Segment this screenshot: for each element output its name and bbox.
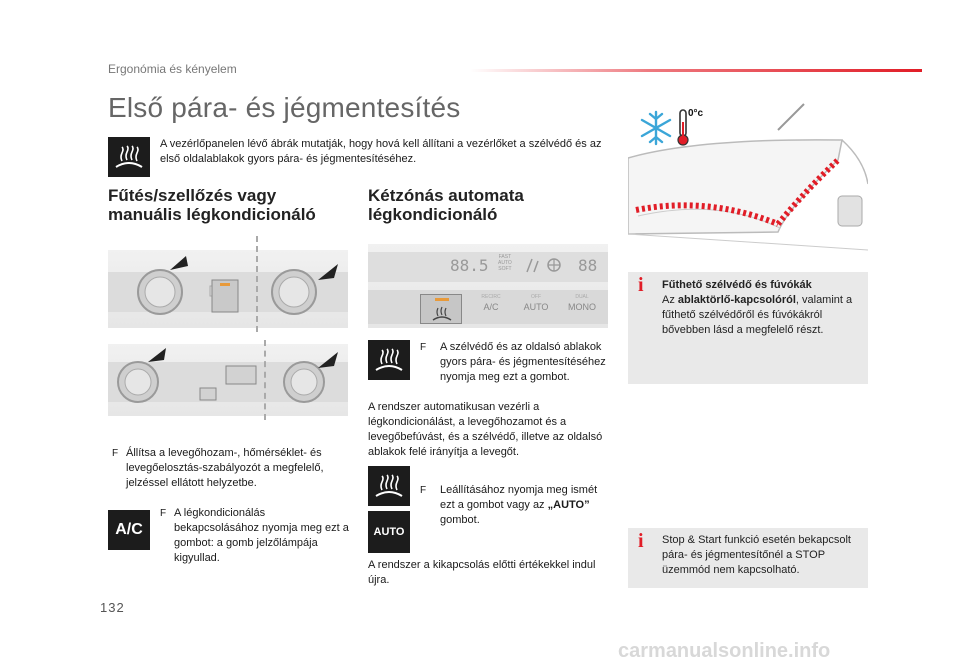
- snowflake-icon: [642, 112, 670, 144]
- defrost-button-illustration: [420, 294, 462, 324]
- defrost-icon-box-3: [368, 466, 410, 506]
- defrost-icon-box-2: [368, 340, 410, 380]
- page-title: Első pára- és jégmentesítés: [108, 92, 461, 123]
- info-icon: i: [638, 274, 644, 296]
- windshield-defrost-icon: [432, 305, 452, 321]
- manual-panel-illustration-2: [108, 344, 348, 416]
- temperature-label: 0°c: [688, 108, 704, 119]
- left-bullet-2: [160, 506, 350, 566]
- header-accent-bar: [470, 69, 922, 72]
- display-mode-labels: FAST AUTO SOFT: [498, 254, 512, 272]
- defrost-icon-box: [108, 137, 150, 177]
- middle-heading-line1: Kétzónás automata: [368, 186, 524, 205]
- left-heading-line2: manuális légkondicionáló: [108, 205, 316, 224]
- page-number: 132: [100, 600, 125, 615]
- display-airflow-icons: [524, 256, 568, 274]
- bullet-symbol: F: [160, 508, 167, 519]
- middle-bullet-2: [420, 483, 608, 528]
- divider-dashed-1: [256, 236, 258, 332]
- watermark: carmanualsonline.info: [618, 640, 831, 662]
- bullet-symbol: F: [420, 485, 427, 496]
- middle-paragraph-2: A rendszer a kikapcsolás előtti értékekkel indul újra.: [368, 559, 596, 586]
- middle-bullet-1-text: A szélvédő és az oldalsó ablakok gyors pára- és jégmentesítéséhez nyomja meg ezt a gombot.: [440, 341, 606, 383]
- divider-dashed-2: [264, 340, 266, 420]
- ac-button-illustration: A/C: [483, 302, 499, 312]
- left-heading-line1: Fűtés/szellőzés vagy: [108, 186, 277, 205]
- info-box-2-text: Stop & Start funkció esetén bekapcsolt pára- és jégmentesítőnél a STOP üzemmód nem kapcsolható.: [662, 534, 851, 576]
- windshield-defrost-icon: [374, 348, 404, 372]
- middle-paragraph-1: A rendszer automatikusan vezérli a légkondicionálást, a levegőhozamot és a levegőbefúvást, és a szélvédő, illetve az oldalsó ablakok felé irányítja a levegőt.: [368, 401, 603, 458]
- middle-bullet-1: [420, 340, 608, 385]
- bullet-symbol: F: [112, 448, 119, 459]
- section-header: Ergonómia és kényelem: [108, 62, 237, 76]
- display-temp-left: 88.5: [450, 256, 489, 275]
- bullet-symbol: F: [420, 342, 427, 353]
- left-bullet-1-text: Állítsa a levegőhozam-, hőmérséklet- és levegőelosztás-szabályozót a megfelelő, jelzéssel ellátott helyzetbe.: [126, 447, 324, 489]
- info-icon: i: [638, 530, 644, 552]
- left-bullet-1: [112, 446, 342, 491]
- info-box-stop-start: [628, 528, 868, 588]
- auto-label: AUTO: [373, 526, 405, 538]
- info-box-heated-windshield: [628, 272, 868, 384]
- windshield-defrost-icon: [114, 145, 144, 169]
- info-box-1-title: Fűthető szélvédő és fúvókák: [662, 279, 812, 291]
- middle-heading-line2: légkondicionáló: [368, 205, 498, 224]
- intro-text: A vezérlőpanelen lévő ábrák mutatják, hogy hová kell állítani a vezérlőket a szélvédő és az első oldalablakok gyors pára- és jégmentesítéséhez.: [160, 138, 602, 165]
- left-bullet-2-text: A légkondicionálás bekapcsolásához nyomja meg ezt a gombot: a gomb jelzőlámpája kigyullad.: [174, 507, 349, 564]
- info-box-1-text: Fűthető szélvédő és fúvókák Az ablaktörlő-kapcsolóról, valamint a fűthető szélvédőről és fúvókákról bővebben lásd a megfelelő részt.: [662, 279, 853, 336]
- middle-bullet-2-text: Leállításához nyomja meg ismét ezt a gombot vagy az „AUTO” gombot.: [440, 484, 598, 526]
- auto-button-illustration: AUTO: [523, 302, 549, 312]
- display-temp-right: 88: [578, 256, 598, 275]
- windshield-defrost-icon: [374, 474, 404, 498]
- thermometer-icon: [678, 110, 688, 145]
- heated-windshield-illustration: [628, 100, 868, 262]
- ac-icon-box: [108, 510, 150, 550]
- auto-icon-box: [368, 511, 410, 553]
- left-section-heading: [108, 186, 316, 224]
- middle-section-heading: [368, 186, 524, 224]
- manual-panel-illustration-1: [108, 250, 348, 328]
- mono-button-illustration: MONO: [568, 302, 596, 312]
- dual-zone-panel-illustration: 88.5 FAST AUTO SOFT 88 RECIRC A/C OFF AUTO DUAL MONO: [368, 244, 608, 328]
- ac-label: A/C: [115, 521, 143, 538]
